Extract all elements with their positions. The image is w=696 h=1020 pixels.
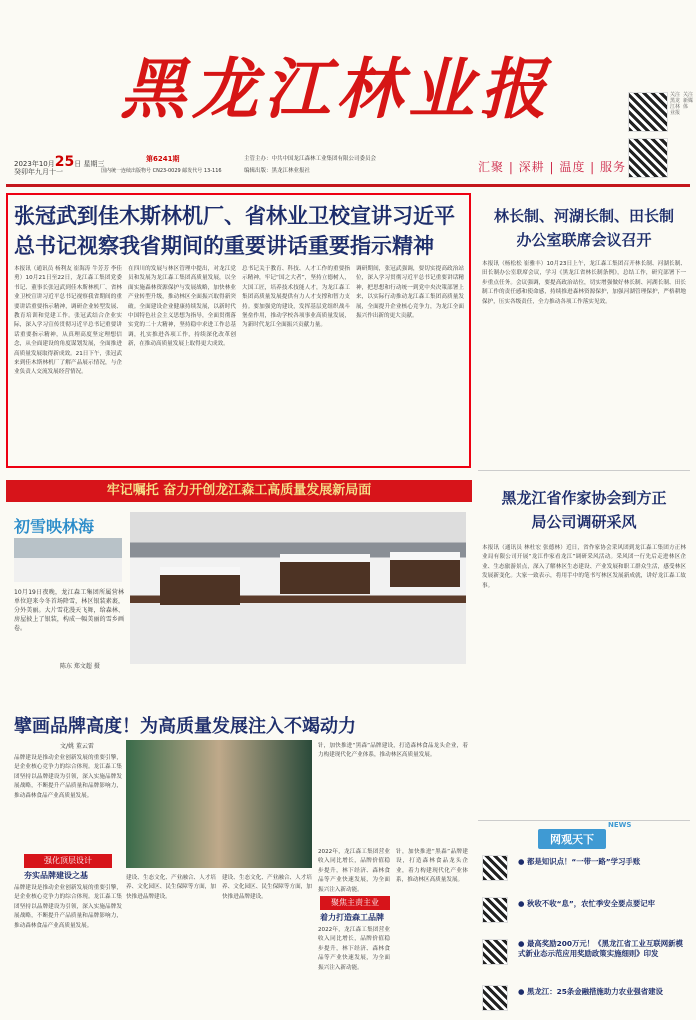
article-column: 本报讯（杨松松 崔雅丰）10月23日上午，龙江森工集团召开林长制、河湖长制、田长制办公室联席会议，学习《黑龙江省林长制条例》，总结工作，研究部署下一步重点任务。会议强调，要提高政治站位，切实增强做好林长制、河湖长制、田长制工作的责任感和使命感，持续推进森林资源保护，加强河湖管理保护，严格耕地保护，压实各级责任，全力推动各项工作落实见效。 — [482, 261, 686, 305]
lunar-date: 癸卯年九月十一 — [14, 168, 63, 176]
news-label: NEWS — [608, 821, 632, 829]
divider — [478, 470, 690, 471]
subhead: 着力打造森工品牌 — [320, 912, 384, 922]
qr-code-icon[interactable] — [482, 897, 508, 923]
article-column: 建设、生态文化、产业融合、人才培养、文化园区、民生保障等方面，加快推进品牌建设。 — [126, 875, 216, 900]
house-shape — [280, 554, 370, 594]
article-column: 2022年，龙江森工集团营业收入同比增长，品牌价值稳步提升，林下经济、森林食品等产业快速发展，为全面振兴注入新动能。 — [318, 927, 390, 971]
photo-credit: 陈东 郑文超 摄 — [60, 663, 100, 670]
subhead: 夯实品牌建设之基 — [24, 870, 88, 880]
masthead — [0, 0, 696, 190]
store-photo — [126, 740, 312, 868]
article-column: 总书记关于教育、科技、人才工作的重要指示精神，牢记“国之大者”，坚持立德树人，大国工匠，培养技术技能人才，为龙江森工集团高质量发展提供有力人才支撑和智力支持。要加强党的建设，发挥基层党组织战斗堡垒作用，推动学校各项事业高质量发展，为新时代龙江全面振兴贡献力量。 — [242, 266, 350, 329]
article-column: 在四川的发展与林区管理中提出，对龙江党员和发展为龙江森工集团高质量发展，以全面实施森林资源保护与发展战略，加快林业产业转型升级，推动林区全面振兴取得新突破。全面建设企业健康持续发展，以新时代中国特色社会主义思想为指导，全面贯彻落实党的二十大精神，坚持稳中求进工作总基调，扎实推进各项工作，持续深化改革创新，在推动高质量发展上取得更大成效。 — [128, 266, 236, 348]
right-headline-2[interactable]: 黑龙江省作家协会到方正局公司调研采风 — [501, 489, 667, 531]
article-column: 针，加快推进“黑森”品牌建设，打造森林食品龙头企业，着力构建现代化产业体系，推动林区高质量发展。 — [318, 743, 468, 759]
right-story-1[interactable] — [478, 196, 690, 305]
right-story-2[interactable] — [478, 480, 690, 589]
divider — [6, 184, 690, 187]
article-column: 2022年，龙江森工集团营业收入同比增长，品牌价值稳步提升，林下经济、森林食品等产业快速发展，为全面振兴注入新动能。 — [318, 849, 390, 892]
photo-title: 初雪映林海 — [14, 517, 95, 536]
publication-number: 国内统一连续出版物号 CN23-0029 邮发代号 13-116 — [101, 168, 222, 174]
byline: 文/姚 董云雷 — [60, 743, 94, 750]
news-item[interactable]: ● 最高奖励200万元！《黑龙江省工业互联网新模式新业态示范应用奖励政策实施细则》印发 — [518, 939, 683, 958]
article-column: 调研期间，张冠武强调，要切实提高政治站位，深入学习贯彻习近平总书记重要讲话精神，把思想和行动统一到党中央决策部署上来，以实际行动推动龙江森工集团高质量发展，全面提升企业核心竞争力，为龙江全面振兴作出新的更大贡献。 — [356, 266, 464, 320]
newspaper-title: 黑龙江林业报 — [120, 50, 552, 128]
news-item[interactable]: ● 黑龙江：25条金融措施助力农业强省建设 — [518, 987, 663, 996]
article-column: 品牌建设是推动企业创新发展的重要引擎，是企业核心竞争力的综合体现。龙江森工集团坚持以品牌建设为引领，深入实施品牌发展战略，不断提升产品质量和品牌影响力，推动森林食品产业高质量发展。 — [14, 755, 122, 799]
qr-caption: 关注新媒体 — [683, 92, 694, 110]
article-column: 针，加快推进“黑森”品牌建设，打造森林食品龙头企业，着力构建现代化产业体系，推动林区高质量发展。 — [396, 849, 468, 884]
news-item[interactable]: ● 秋收不收“息”，农忙季安全要点要记牢 — [518, 899, 655, 908]
house-shape — [160, 567, 240, 605]
weekday: 日 星期三 — [74, 160, 105, 168]
subhead-badge: 强化顶层设计 — [24, 854, 112, 868]
news-item[interactable]: ● 都是知识点！“一带一路”学习手账 — [518, 857, 641, 866]
qr-code-icon[interactable] — [482, 985, 508, 1011]
date-day: 25 — [54, 154, 75, 170]
date-year: 2023年10月 — [14, 160, 55, 168]
lead-story[interactable] — [6, 193, 471, 468]
editor: 编辑出版：黑龙江林业报社 — [244, 168, 311, 174]
photo-caption: 10月19日夜晚，龙江森工集团所属营林单位迎来今冬首场降雪，林区银装素裹，分外美丽。大片雪花漫天飞舞，给森林、房屋披上了银装，构成一幅美丽的雪乡画卷。 — [14, 589, 124, 632]
snow-village-photo — [130, 512, 466, 664]
sponsor: 主管主办：中共中国龙江森林工业集团有限公司委员会 — [244, 156, 377, 162]
news-roundup-title: 网观天下 — [538, 829, 606, 849]
issue-number: 第6241期 — [146, 155, 180, 163]
qr-code-icon[interactable] — [482, 855, 508, 881]
house-shape — [390, 552, 460, 587]
article-column: 本报讯（通讯员 林杜宏 张德林）近日，省作家协会采风团到龙江森工集团方正林业局有限公司开展“龙江作家看龙江”调研采风活动。采风团一行先后走进林区企业、生态旅游景点，深入了解林区生态建设、产业发展和职工群众生活，感受林区发展新变化。大家一致表示，将用手中的笔书写林区发展新成就，讲好龙江森工故事。 — [482, 545, 686, 589]
slogan: 汇聚 | 深耕 | 温度 | 服务 — [478, 160, 627, 174]
news-roundup — [478, 820, 690, 1015]
snow-photo-small — [14, 538, 122, 582]
subhead-badge: 聚焦主责主业 — [320, 896, 390, 910]
article-column: 品牌建设是推动企业创新发展的重要引擎，是企业核心竞争力的综合体现。龙江森工集团坚持以品牌建设为引领，深入实施品牌发展战略，不断提升产品质量和品牌影响力，推动森林食品产业高质量发展。 — [14, 885, 122, 929]
article-column: 本报讯（通讯员 杨利友 崔海涛 牛芳芳 李佳勇）10月21日至22日，龙江森工集团党委书记、董事长张冠武到佳木斯林机厂、省林业卫校宣讲习近平总书记视察我省期间的重要讲话重要指示精神，调研企业转型发展、教育培训和党建工作。张冠武结合企业实际，深入学习宣传贯彻习近平总书记重要讲话重要指示精神，从真理高度坚定理想信念，从全面建设的角度谋划发展，全面推进高质量发展取得新成效。21日下午，张冠武来到佳木斯林机厂了解产品展示情况，与企业负责人交流发展经营情况。 — [14, 266, 122, 376]
dateline — [6, 154, 476, 180]
story2-headline[interactable]: 擘画品牌高度！为高质量发展注入不竭动力 — [14, 716, 356, 737]
qr-code-icon[interactable] — [482, 939, 508, 965]
qr-code-icon[interactable] — [628, 138, 668, 178]
article-column: 建设、生态文化、产业融合、人才培养、文化园区、民生保障等方面，加快推进品牌建设。 — [222, 875, 312, 900]
qr-caption: 关注黑龙江林业报 — [670, 92, 681, 116]
lead-headline[interactable]: 张冠武到佳木斯林机厂、省林业卫校宣讲习近平总书记视察我省期间的重要讲话重要指示精神 — [14, 203, 455, 258]
theme-banner: 牢记嘱托 奋力开创龙江森工高质量发展新局面 — [6, 480, 472, 502]
right-headline-1[interactable]: 林长制、河湖长制、田长制办公室联席会议召开 — [493, 207, 674, 249]
qr-code-icon[interactable] — [628, 92, 668, 132]
